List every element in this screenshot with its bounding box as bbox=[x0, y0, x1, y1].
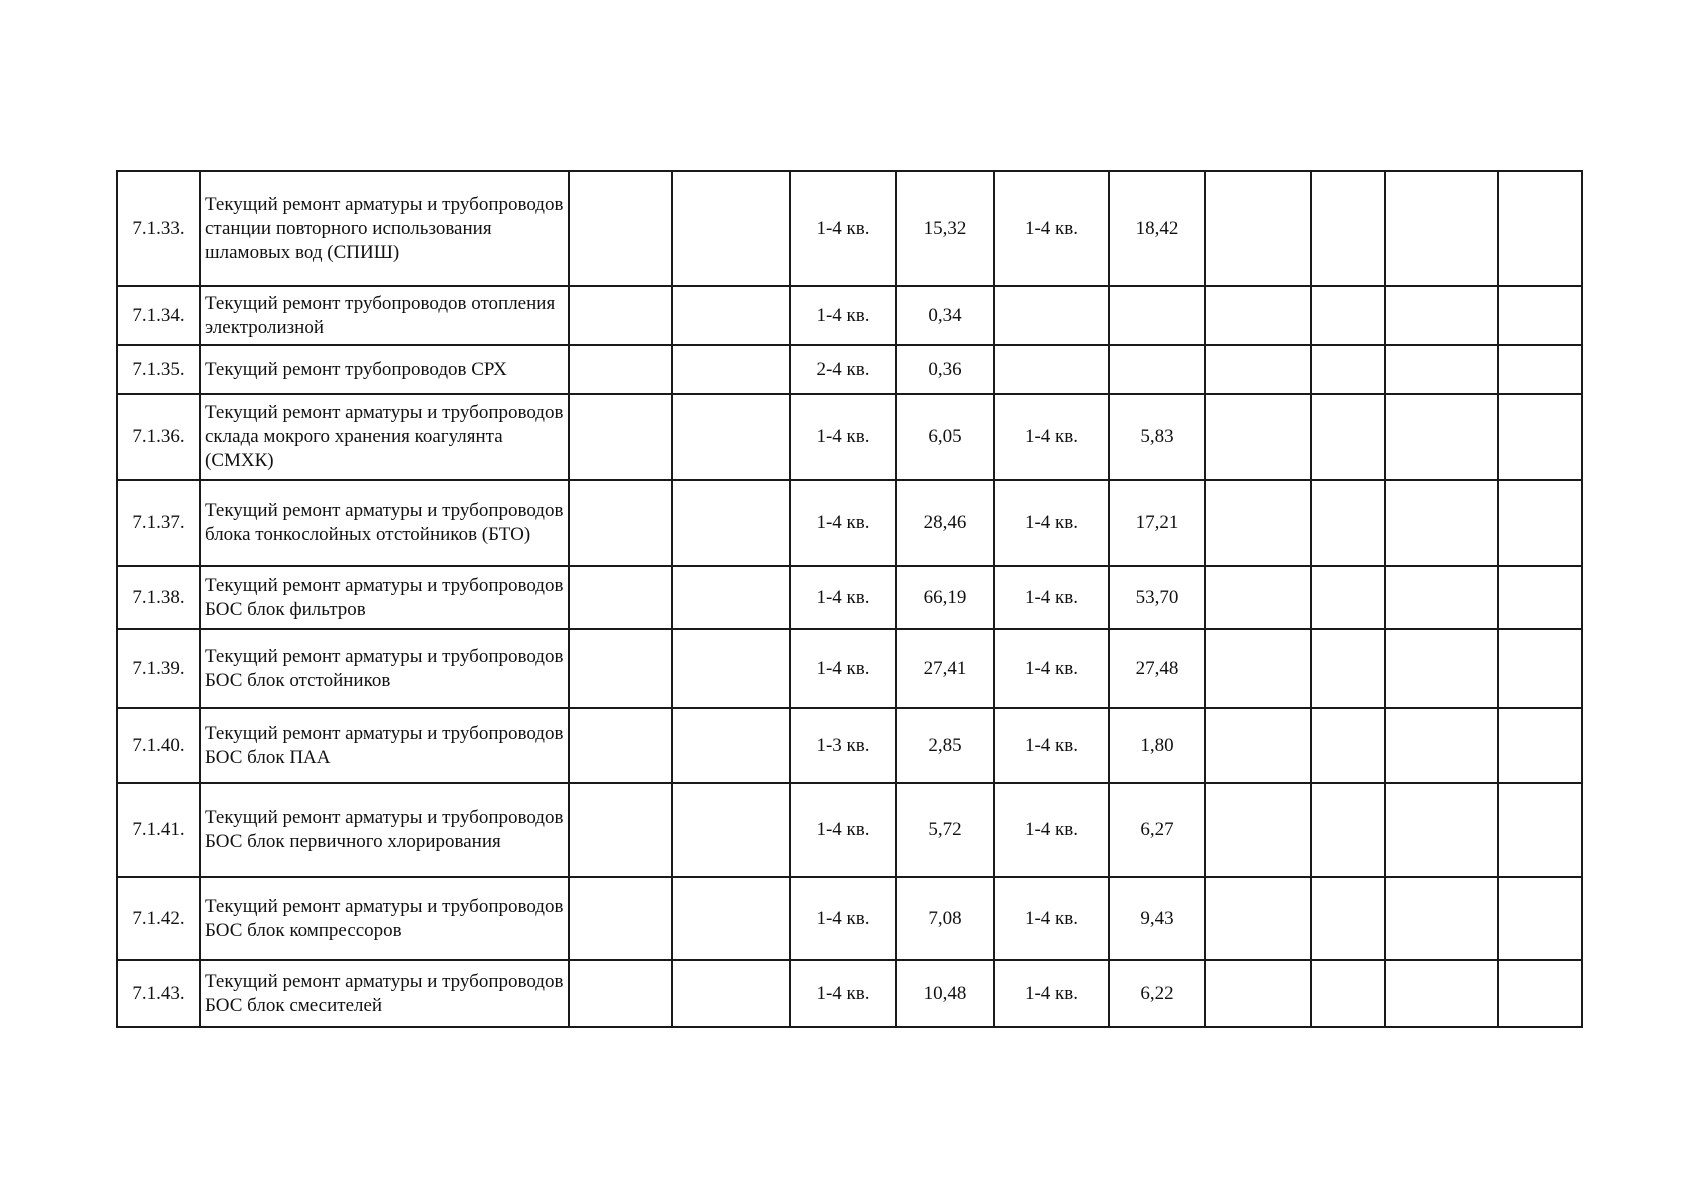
empty-cell bbox=[1385, 960, 1498, 1027]
row-period-2: 1-4 кв. bbox=[994, 629, 1109, 708]
empty-cell bbox=[1205, 783, 1311, 877]
empty-cell bbox=[1205, 286, 1311, 345]
row-number: 7.1.35. bbox=[117, 345, 200, 394]
empty-cell bbox=[569, 345, 672, 394]
row-number: 7.1.33. bbox=[117, 171, 200, 286]
empty-cell bbox=[672, 480, 790, 566]
empty-cell bbox=[569, 708, 672, 783]
empty-cell bbox=[1205, 877, 1311, 960]
empty-cell bbox=[569, 480, 672, 566]
empty-cell bbox=[1498, 345, 1582, 394]
row-value-2: 5,83 bbox=[1109, 394, 1205, 480]
empty-cell bbox=[1385, 171, 1498, 286]
empty-cell bbox=[569, 566, 672, 629]
empty-cell bbox=[1311, 566, 1385, 629]
row-value-1: 7,08 bbox=[896, 877, 994, 960]
row-period-2: 1-4 кв. bbox=[994, 171, 1109, 286]
table-row bbox=[117, 394, 1582, 480]
table-row bbox=[117, 629, 1582, 708]
empty-cell bbox=[1311, 480, 1385, 566]
empty-cell bbox=[1205, 960, 1311, 1027]
empty-cell bbox=[672, 345, 790, 394]
row-number: 7.1.40. bbox=[117, 708, 200, 783]
empty-cell bbox=[1385, 345, 1498, 394]
row-value-2: 6,27 bbox=[1109, 783, 1205, 877]
table-row bbox=[117, 877, 1582, 960]
row-number: 7.1.43. bbox=[117, 960, 200, 1027]
row-value-2: 53,70 bbox=[1109, 566, 1205, 629]
row-period-2: 1-4 кв. bbox=[994, 960, 1109, 1027]
row-period-2: 1-4 кв. bbox=[994, 783, 1109, 877]
row-period-2: 1-4 кв. bbox=[994, 708, 1109, 783]
empty-cell bbox=[1385, 877, 1498, 960]
empty-cell bbox=[1498, 708, 1582, 783]
row-value-2: 6,22 bbox=[1109, 960, 1205, 1027]
row-number: 7.1.38. bbox=[117, 566, 200, 629]
row-period-2: 1-4 кв. bbox=[994, 394, 1109, 480]
row-value-2 bbox=[1109, 286, 1205, 345]
row-value-1: 15,32 bbox=[896, 171, 994, 286]
empty-cell bbox=[1205, 708, 1311, 783]
row-period-1: 1-4 кв. bbox=[790, 783, 896, 877]
empty-cell bbox=[1385, 286, 1498, 345]
row-description: Текущий ремонт арматуры и трубопроводов БОС блок отстойников bbox=[200, 629, 569, 708]
empty-cell bbox=[1385, 566, 1498, 629]
row-value-1: 6,05 bbox=[896, 394, 994, 480]
row-value-1: 66,19 bbox=[896, 566, 994, 629]
table-row bbox=[117, 286, 1582, 345]
empty-cell bbox=[569, 286, 672, 345]
table-row bbox=[117, 566, 1582, 629]
row-description: Текущий ремонт трубопроводов СРХ bbox=[200, 345, 569, 394]
row-period-2 bbox=[994, 286, 1109, 345]
row-period-1: 1-4 кв. bbox=[790, 877, 896, 960]
empty-cell bbox=[672, 394, 790, 480]
empty-cell bbox=[569, 783, 672, 877]
row-description: Текущий ремонт арматуры и трубопроводов станции повторного использования шламовых вод (СПИШ) bbox=[200, 171, 569, 286]
empty-cell bbox=[672, 783, 790, 877]
empty-cell bbox=[1311, 394, 1385, 480]
empty-cell bbox=[1311, 877, 1385, 960]
empty-cell bbox=[1385, 708, 1498, 783]
row-number: 7.1.37. bbox=[117, 480, 200, 566]
row-period-1: 1-4 кв. bbox=[790, 286, 896, 345]
empty-cell bbox=[1498, 566, 1582, 629]
row-number: 7.1.42. bbox=[117, 877, 200, 960]
empty-cell bbox=[1498, 877, 1582, 960]
row-description: Текущий ремонт арматуры и трубопроводов блока тонкослойных отстойников (БТО) bbox=[200, 480, 569, 566]
empty-cell bbox=[672, 171, 790, 286]
empty-cell bbox=[1205, 480, 1311, 566]
row-value-1: 0,34 bbox=[896, 286, 994, 345]
empty-cell bbox=[1498, 480, 1582, 566]
empty-cell bbox=[672, 960, 790, 1027]
empty-cell bbox=[1205, 394, 1311, 480]
row-period-1: 1-4 кв. bbox=[790, 566, 896, 629]
row-description: Текущий ремонт арматуры и трубопроводов БОС блок фильтров bbox=[200, 566, 569, 629]
row-period-2 bbox=[994, 345, 1109, 394]
empty-cell bbox=[1385, 629, 1498, 708]
row-value-2: 18,42 bbox=[1109, 171, 1205, 286]
empty-cell bbox=[672, 566, 790, 629]
empty-cell bbox=[1498, 171, 1582, 286]
empty-cell bbox=[1498, 629, 1582, 708]
row-value-1: 5,72 bbox=[896, 783, 994, 877]
empty-cell bbox=[569, 629, 672, 708]
empty-cell bbox=[1311, 286, 1385, 345]
row-period-1: 1-4 кв. bbox=[790, 629, 896, 708]
row-period-1: 1-4 кв. bbox=[790, 394, 896, 480]
empty-cell bbox=[1311, 783, 1385, 877]
table-row bbox=[117, 171, 1582, 286]
row-description: Текущий ремонт арматуры и трубопроводов БОС блок компрессоров bbox=[200, 877, 569, 960]
row-period-1: 1-4 кв. bbox=[790, 171, 896, 286]
empty-cell bbox=[1205, 171, 1311, 286]
empty-cell bbox=[1498, 286, 1582, 345]
row-value-2: 27,48 bbox=[1109, 629, 1205, 708]
empty-cell bbox=[1205, 345, 1311, 394]
row-value-1: 28,46 bbox=[896, 480, 994, 566]
row-period-1: 2-4 кв. bbox=[790, 345, 896, 394]
empty-cell bbox=[1311, 960, 1385, 1027]
table-row bbox=[117, 708, 1582, 783]
empty-cell bbox=[1311, 708, 1385, 783]
empty-cell bbox=[672, 708, 790, 783]
empty-cell bbox=[672, 286, 790, 345]
empty-cell bbox=[569, 171, 672, 286]
empty-cell bbox=[1311, 345, 1385, 394]
row-number: 7.1.34. bbox=[117, 286, 200, 345]
empty-cell bbox=[1385, 394, 1498, 480]
row-description: Текущий ремонт арматуры и трубопроводов БОС блок ПАА bbox=[200, 708, 569, 783]
empty-cell bbox=[1385, 480, 1498, 566]
row-number: 7.1.41. bbox=[117, 783, 200, 877]
row-period-1: 1-4 кв. bbox=[790, 480, 896, 566]
empty-cell bbox=[1205, 629, 1311, 708]
row-period-2: 1-4 кв. bbox=[994, 480, 1109, 566]
row-value-1: 2,85 bbox=[896, 708, 994, 783]
table-row bbox=[117, 960, 1582, 1027]
empty-cell bbox=[1498, 783, 1582, 877]
empty-cell bbox=[569, 394, 672, 480]
empty-cell bbox=[1498, 960, 1582, 1027]
row-description: Текущий ремонт арматуры и трубопроводов склада мокрого хранения коагулянта (СМХК) bbox=[200, 394, 569, 480]
row-value-2: 1,80 bbox=[1109, 708, 1205, 783]
row-period-1: 1-3 кв. bbox=[790, 708, 896, 783]
row-period-2: 1-4 кв. bbox=[994, 566, 1109, 629]
empty-cell bbox=[672, 629, 790, 708]
empty-cell bbox=[1385, 783, 1498, 877]
row-description: Текущий ремонт арматуры и трубопроводов БОС блок первичного хлорирования bbox=[200, 783, 569, 877]
empty-cell bbox=[1205, 566, 1311, 629]
empty-cell bbox=[1311, 629, 1385, 708]
empty-cell bbox=[569, 960, 672, 1027]
row-description: Текущий ремонт арматуры и трубопроводов БОС блок смесителей bbox=[200, 960, 569, 1027]
empty-cell bbox=[1498, 394, 1582, 480]
row-value-1: 0,36 bbox=[896, 345, 994, 394]
empty-cell bbox=[569, 877, 672, 960]
table-row bbox=[117, 480, 1582, 566]
empty-cell bbox=[672, 877, 790, 960]
row-period-1: 1-4 кв. bbox=[790, 960, 896, 1027]
empty-cell bbox=[1311, 171, 1385, 286]
work-plan-table bbox=[116, 170, 1583, 1028]
row-number: 7.1.39. bbox=[117, 629, 200, 708]
row-value-1: 10,48 bbox=[896, 960, 994, 1027]
row-value-2 bbox=[1109, 345, 1205, 394]
row-number: 7.1.36. bbox=[117, 394, 200, 480]
row-value-1: 27,41 bbox=[896, 629, 994, 708]
row-period-2: 1-4 кв. bbox=[994, 877, 1109, 960]
row-value-2: 9,43 bbox=[1109, 877, 1205, 960]
row-value-2: 17,21 bbox=[1109, 480, 1205, 566]
row-description: Текущий ремонт трубопроводов отопления электролизной bbox=[200, 286, 569, 345]
table-row bbox=[117, 783, 1582, 877]
table-row bbox=[117, 345, 1582, 394]
